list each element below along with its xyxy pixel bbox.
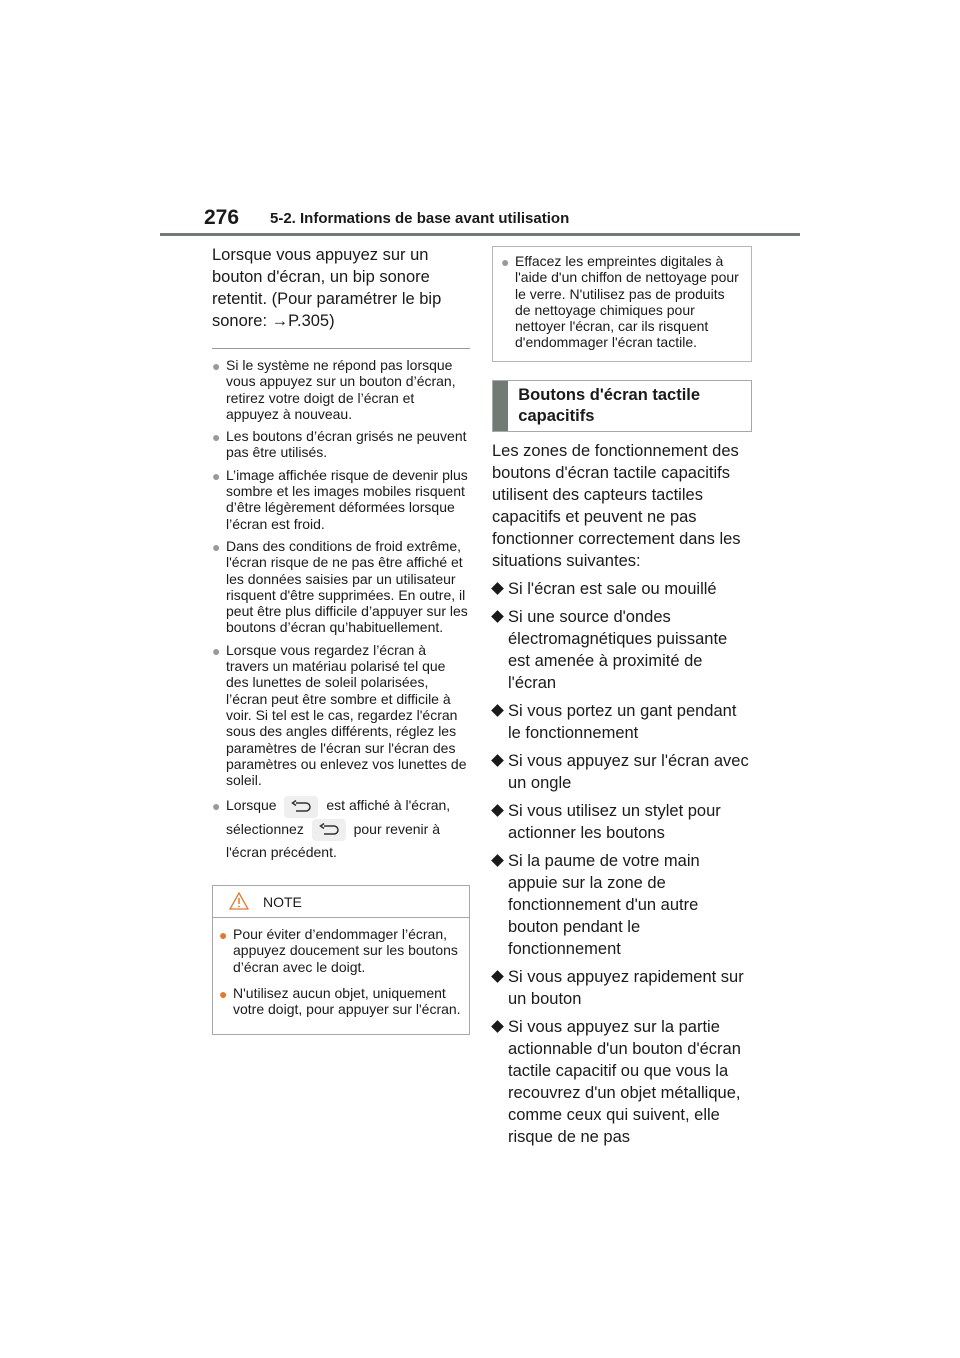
intro-paragraph: Lorsque vous appuyez sur un bouton d'écran, un bip sonore retentit. (Pour paramétrer le bip sonore: →P.305)	[212, 246, 442, 330]
list-item: Si l'écran est sale ou mouillé	[492, 578, 752, 600]
page-number: 276	[204, 206, 240, 229]
condition-list	[492, 578, 752, 1148]
heading-bar	[493, 381, 508, 431]
tip-box	[492, 246, 752, 362]
back-arrow-icon	[312, 819, 346, 841]
list-item: Si la paume de votre main appuie sur la zone de fonctionnement d'un autre bouton pendant le fonctionnement	[492, 850, 752, 960]
section-heading	[492, 380, 752, 432]
list-item: ● Effacez les empreintes digitales à l'aide d'un chiffon de nettoyage pour le verre. N'utilisez pas de produits de nettoyage chimiques pour nettoyer l'écran, car ils risquent d'endommager l'écran tactile.	[501, 253, 739, 351]
diamond-bullet-icon	[491, 704, 504, 717]
bullet-icon: ●	[212, 358, 221, 374]
bullet-icon: ●	[501, 254, 510, 270]
diamond-bullet-icon	[491, 582, 504, 595]
list-item: ● Dans des conditions de froid extrême, l'écran risque de ne pas être affiché et les données saisies par un utilisateur risquent d'être supprimées. En outre, il peut être plus difficile d’appuyer sur les boutons d’écran qu’habituellement.	[212, 537, 468, 636]
heading-text: Boutons d'écran tactile capacitifs	[518, 385, 701, 425]
body-paragraph: Les zones de fonctionnement des boutons d'écran tactile capacitifs utilisent des capteurs tactiles capacitifs et peuvent ne pas fonctionner correctement dans les situations suivantes:	[492, 441, 741, 570]
bullet-icon: ●	[219, 927, 228, 944]
list-item: ● N'utilisez aucun objet, uniquement votre doigt, pour appuyer sur l'écran.	[219, 984, 461, 1018]
bullet-icon: ●	[212, 429, 221, 446]
list-item: Si vous appuyez sur l'écran avec un ongle	[492, 750, 752, 794]
back-arrow-icon	[284, 796, 318, 818]
header-rule	[160, 233, 800, 236]
bullet-icon: ●	[219, 985, 228, 1002]
divider	[212, 348, 470, 349]
list-item: ● Pour éviter d’endommager l’écran, appuyez doucement sur les boutons d’écran avec le doigt.	[219, 926, 458, 975]
list-item: Si vous appuyez rapidement sur un bouton	[492, 966, 752, 1010]
list-item: ● Lorsque vous regardez l’écran à travers un matériau polarisé tel que des lunettes de soleil polarisées, l’écran peut être sombre et difficile à voir. Si tel est le cas, regardez l'écran sous des angles différents, réglez les paramètres de l'écran sur l'écran des paramètres ou enlevez vos lunettes de soleil.	[212, 641, 467, 789]
bullet-icon: ●	[212, 467, 221, 484]
diamond-bullet-icon	[491, 1020, 504, 1033]
list-item: ● Si le système ne répond pas lorsque vous appuyez sur un bouton d’écran, retirez votre doigt de l’écran et appuyez à nouveau.	[212, 357, 456, 422]
note-list	[213, 918, 469, 1033]
note-header	[213, 886, 469, 918]
bullet-icon: ●	[212, 538, 221, 555]
list-item: Si une source d'ondes électromagnétiques puissante est amenée à proximité de l'écran	[492, 606, 752, 694]
list-item-back: ● Lorsque est affiché à l'écran, sélectionnez pour revenir à l'écran précédent.	[212, 797, 451, 861]
warning-icon	[229, 892, 249, 915]
bullet-icon: ●	[212, 798, 221, 815]
diamond-bullet-icon	[491, 970, 504, 983]
page-header	[160, 200, 800, 236]
note-box	[212, 885, 470, 1034]
diamond-bullet-icon	[491, 804, 504, 817]
bullet-icon: ●	[212, 642, 221, 659]
diamond-bullet-icon	[491, 610, 504, 623]
note-label: NOTE	[263, 894, 302, 911]
diamond-bullet-icon	[491, 754, 504, 767]
list-item: Si vous portez un gant pendant le fonctionnement	[492, 700, 752, 744]
diamond-bullet-icon	[491, 854, 504, 867]
section-title: 5-2. Informations de base avant utilisation	[270, 210, 570, 227]
list-item: ● Les boutons d’écran grisés ne peuvent pas être utilisés.	[212, 428, 467, 461]
list-item: Si vous utilisez un stylet pour actionner les boutons	[492, 800, 752, 844]
left-column	[212, 244, 470, 1035]
right-column	[492, 246, 752, 1154]
list-item: ● L’image affichée risque de devenir plus sombre et les images mobiles risquent d’être légèrement déformées lorsque l’écran est froid.	[212, 466, 468, 532]
info-bullet-list	[212, 357, 470, 863]
list-item: Si vous appuyez sur la partie actionnable d'un bouton d'écran tactile capacitif ou que vous la recouvrez d'un objet métallique, comme ceux qui suivent, elle risque de ne pas	[492, 1016, 752, 1148]
